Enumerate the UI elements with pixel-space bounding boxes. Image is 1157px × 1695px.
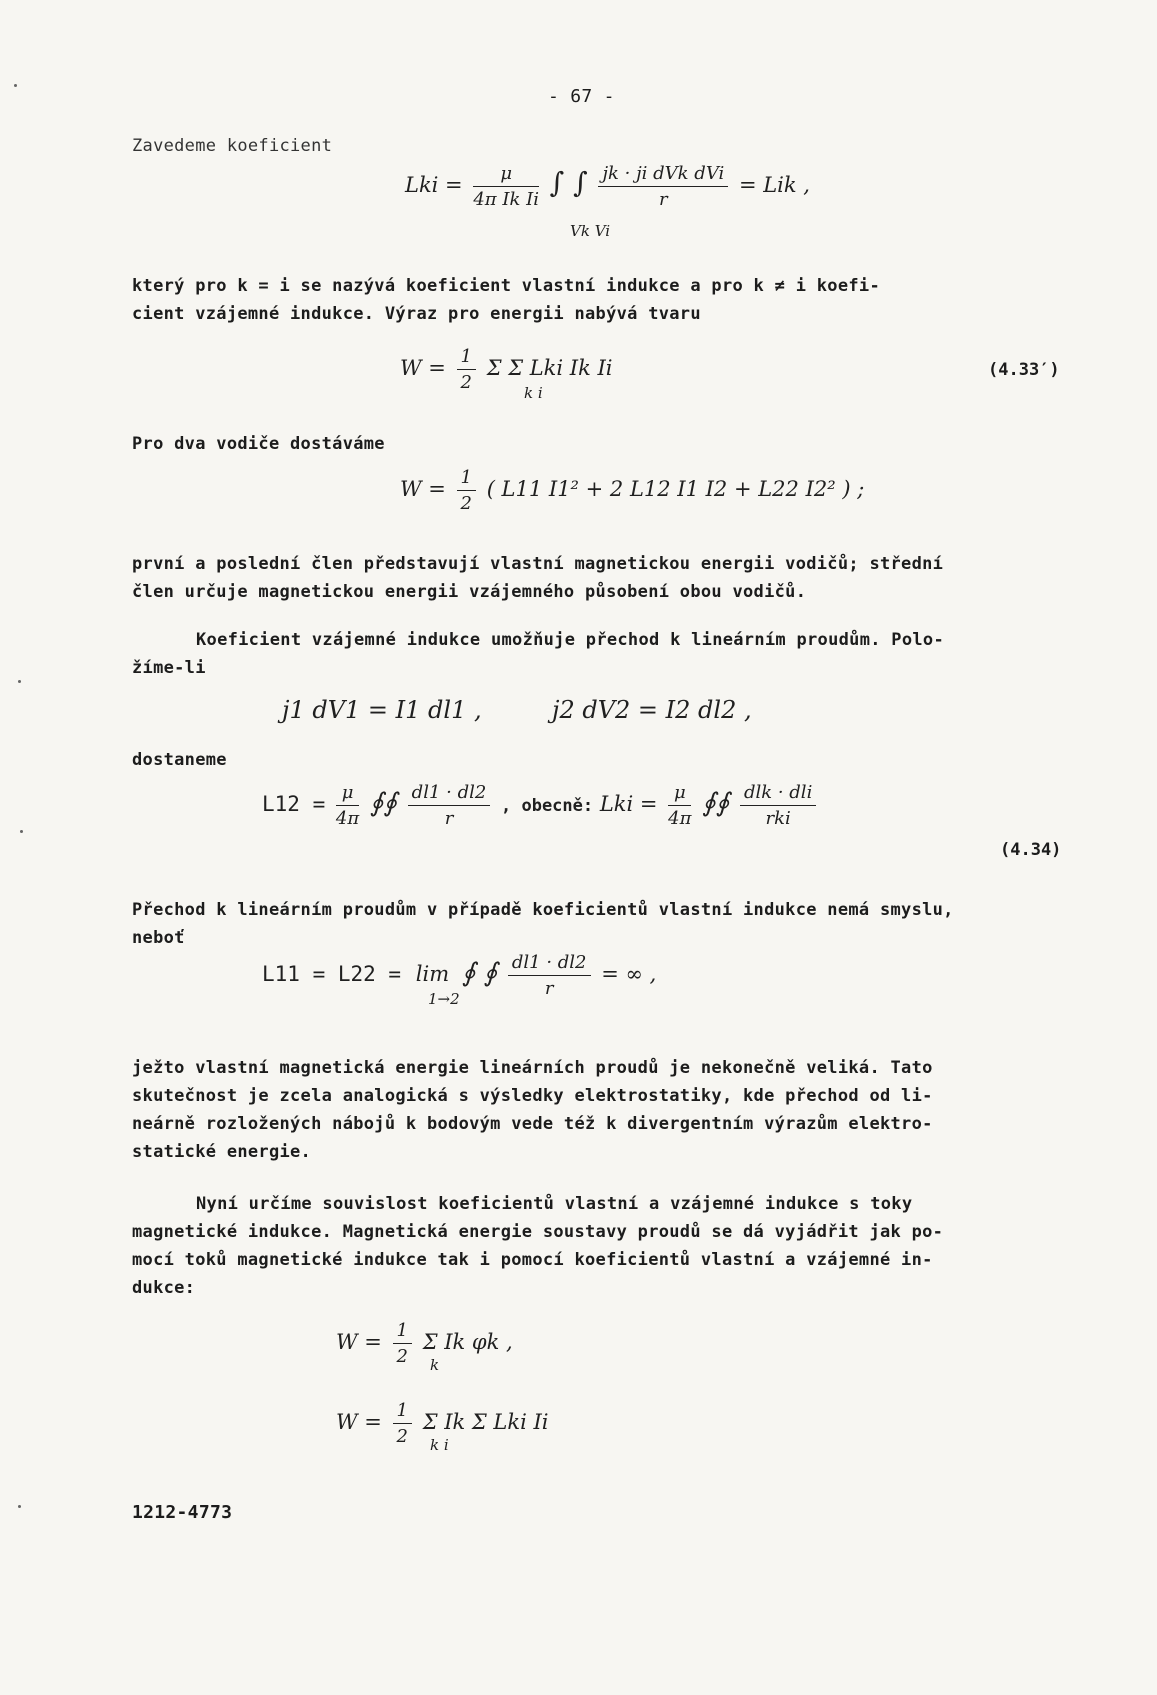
eq1-integral-limits: Vk Vi	[570, 222, 611, 240]
eq-lim-integrand	[508, 952, 591, 999]
eq434-integrals: ∮∮	[369, 788, 397, 818]
equation-number-4-34: (4.34)	[1000, 840, 1062, 860]
eq434-frac2-den: 4π	[668, 808, 692, 829]
eq-two-lhs: W =	[400, 477, 446, 501]
paragraph-flux-relation-line1: Nyní určíme souvislost koeficientů vlastní a vzájemné indukce s toky	[196, 1194, 913, 1214]
paragraph-intro: Zavedeme koeficient	[132, 136, 333, 156]
paragraph-flux-relation-line4: dukce:	[132, 1278, 196, 1298]
scan-speck	[20, 830, 23, 833]
eq434-fraction2	[668, 782, 691, 829]
equation-4-33-prime	[400, 346, 613, 393]
eq434-lhs: L12 =	[262, 792, 326, 816]
paragraph-self-mutual-line2: cient vzájemné indukce. Výraz pro energii nabývá tvaru	[132, 304, 701, 324]
eq-flux2-fraction	[393, 1400, 412, 1447]
eq-lim-int-num: dl1 · dl2	[508, 952, 591, 976]
eq433-fraction	[457, 346, 476, 393]
eq434-integrand2	[740, 782, 816, 829]
paragraph-flux-relation-line3: mocí toků magnetické indukce tak i pomocí koeficientů vlastní a vzájemné in-	[132, 1250, 933, 1270]
eq1-integrals: ∫ ∫	[549, 166, 588, 199]
equation-substitution-left: j1 dV1 = I1 dl1 ,	[282, 696, 482, 724]
paragraph-infinite-energy-line2: skutečnost je zcela analogická s výsledky elektrostatiky, kde přechod od li-	[132, 1086, 933, 1106]
eq-two-body: ( L11 I1² + 2 L12 I1 I2 + L22 I2² ) ;	[486, 477, 865, 501]
eq-lim-lhs: L11 = L22 =	[262, 962, 402, 986]
paragraph-flux-relation-line2: magnetické indukce. Magnetická energie soustavy proudů se dá vyjádřit jak po-	[132, 1222, 944, 1242]
eq-flux1-frac-num: 1	[393, 1320, 412, 1344]
eq-flux1-lhs: W =	[336, 1330, 382, 1354]
scan-speck	[18, 1505, 21, 1508]
equation-4-34	[262, 782, 820, 829]
paragraph-self-induction-meaningless-line2: neboť	[132, 928, 185, 948]
eq434-separator: , obecně:	[501, 796, 594, 816]
paragraph-linear-currents-line1: Koeficient vzájemné indukce umožňuje přechod k lineárním proudům. Polo-	[196, 630, 944, 650]
eq-two-frac-den: 2	[460, 493, 472, 514]
eq-flux2-frac-num: 1	[393, 1400, 412, 1424]
eq434-frac-num: μ	[336, 782, 359, 806]
paragraph-infinite-energy-line3: neárně rozložených nábojů k bodovým vede též k divergentním výrazům elektro-	[132, 1114, 933, 1134]
equation-lki-definition	[405, 163, 810, 210]
eq1-rhs: = Lik ,	[738, 173, 810, 197]
equation-two-conductor-energy	[400, 467, 864, 514]
eq433-lhs: W =	[400, 356, 446, 380]
eq434-int2-den: rki	[765, 808, 791, 829]
equation-substitution-right: j2 dV2 = I2 dl2 ,	[552, 696, 752, 724]
eq434-lhs2: Lki =	[599, 792, 658, 816]
eq434-integrals2: ∮∮	[702, 788, 730, 818]
paragraph-infinite-energy-line4: statické energie.	[132, 1142, 312, 1162]
eq434-frac2-num: μ	[668, 782, 691, 806]
eq-lim-operator: lim	[415, 962, 450, 986]
eq434-integrand	[408, 782, 491, 829]
paragraph-self-mutual-line1: který pro k = i se nazývá koeficient vlastní indukce a pro k ≠ i koefi-	[132, 276, 880, 296]
paragraph-first-last-term-line1: první a poslední člen představují vlastní magnetickou energii vodičů; střední	[132, 554, 944, 574]
eq-two-frac-num: 1	[457, 467, 476, 491]
equation-energy-flux	[336, 1320, 513, 1367]
page-number: - 67 -	[548, 86, 615, 107]
eq-lim-integrals: ∮ ∮	[461, 958, 498, 988]
eq433-frac-num: 1	[457, 346, 476, 370]
eq433-sum-limits: k i	[524, 384, 543, 402]
eq1-frac-den: 4π Ik Ii	[473, 189, 539, 210]
scan-speck	[14, 84, 17, 87]
eq1-integrand	[598, 163, 728, 210]
paragraph-first-last-term-line2: člen určuje magnetickou energii vzájemného působení obou vodičů.	[132, 582, 807, 602]
eq-lim-subscript: 1→2	[428, 990, 460, 1008]
eq-flux2-lhs: W =	[336, 1410, 382, 1434]
eq-flux2-frac-den: 2	[396, 1426, 408, 1447]
eq-lim-int-den: r	[544, 978, 554, 999]
eq434-int-den: r	[444, 808, 454, 829]
paragraph-linear-currents-line2: žíme-li	[132, 658, 206, 678]
eq433-body: Σ Σ Lki Ik Ii	[486, 356, 613, 380]
eq-flux1-frac-den: 2	[396, 1346, 408, 1367]
eq-flux2-body: Σ Ik Σ Lki Ii	[422, 1410, 549, 1434]
paragraph-we-obtain: dostaneme	[132, 750, 227, 770]
eq-two-fraction	[457, 467, 476, 514]
eq1-frac-num: μ	[473, 163, 539, 187]
eq-flux1-sum-limit: k	[430, 1356, 440, 1374]
scan-speck	[18, 680, 21, 683]
eq-flux1-body: Σ Ik φk ,	[422, 1330, 513, 1354]
eq434-int2-num: dlk · dli	[740, 782, 816, 806]
eq1-int-num: jk · ji dVk dVi	[598, 163, 728, 187]
eq433-frac-den: 2	[460, 372, 472, 393]
paragraph-self-induction-meaningless-line1: Přechod k lineárním proudům v případě koeficientů vlastní indukce nemá smyslu,	[132, 900, 954, 920]
eq1-fraction	[473, 163, 539, 210]
eq-flux2-sum-limits: k i	[430, 1436, 449, 1454]
eq-lim-rhs: = ∞ ,	[601, 962, 657, 986]
eq434-frac-den: 4π	[335, 808, 360, 829]
footer-document-code: 1212-4773	[132, 1502, 233, 1523]
eq434-int-num: dl1 · dl2	[408, 782, 491, 806]
eq1-lhs: Lki =	[405, 173, 463, 197]
eq1-int-den: r	[659, 189, 668, 210]
paragraph-two-conductors: Pro dva vodiče dostáváme	[132, 434, 385, 454]
eq434-fraction	[336, 782, 359, 829]
paragraph-infinite-energy-line1: ježto vlastní magnetická energie lineárních proudů je nekonečně veliká. Tato	[132, 1058, 933, 1078]
eq-flux1-fraction	[393, 1320, 412, 1367]
equation-number-4-33-prime: (4.33′)	[988, 360, 1060, 380]
